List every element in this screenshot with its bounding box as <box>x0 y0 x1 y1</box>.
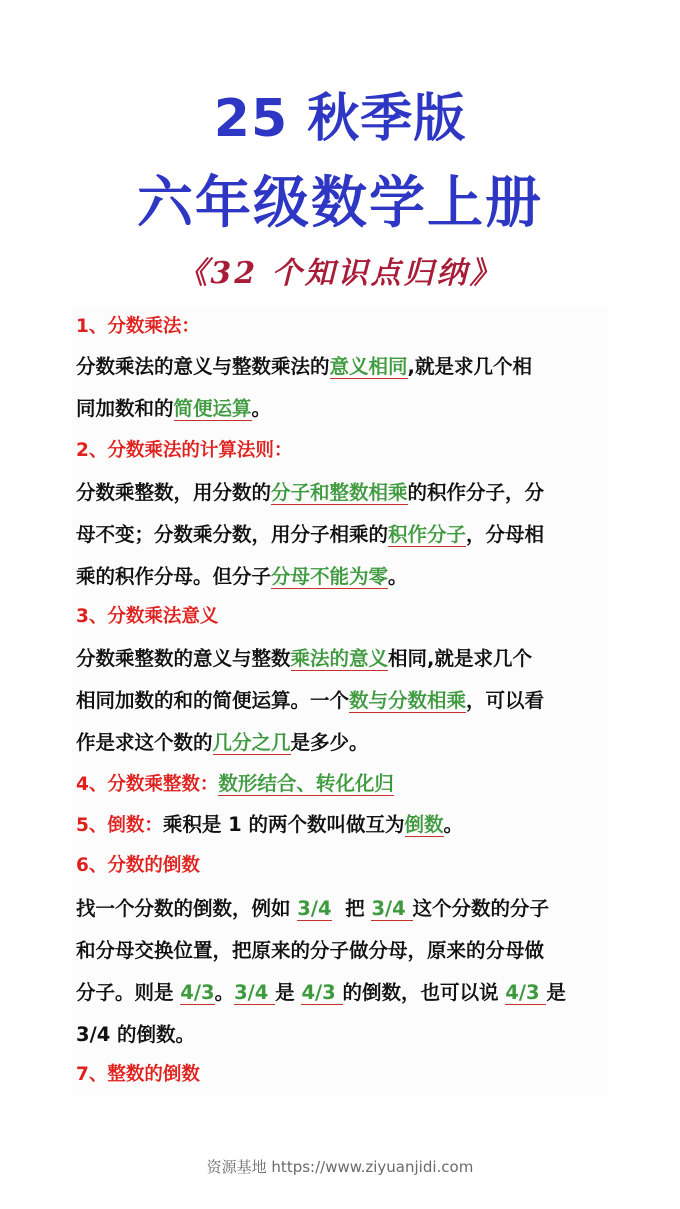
text: ，可以看 <box>466 689 545 712</box>
section-1-line-1 <box>76 352 532 382</box>
text: 这个分数的分子 <box>412 897 550 920</box>
highlight-term: 简便运算 <box>173 397 252 420</box>
highlight-term: 4/3 <box>301 981 343 1004</box>
text: 同加数和的 <box>76 397 174 420</box>
text: 作是求这个数的 <box>76 731 213 754</box>
highlight-term: 乘法的意义 <box>290 647 389 670</box>
section-1-heading: 1、分数乘法： <box>76 316 200 337</box>
text: 的积作分子，分 <box>407 481 545 504</box>
highlight-term: 几分之几 <box>212 731 291 754</box>
section-2-line-1 <box>76 478 544 508</box>
section-4 <box>76 769 394 800</box>
text: 找一个分数的倒数，例如 <box>76 897 298 920</box>
section-3-line-2 <box>76 686 544 716</box>
text: 。 <box>443 813 464 836</box>
section-3-line-3 <box>76 728 369 758</box>
content-area <box>72 306 608 1096</box>
section-3-heading: 3、分数乘法意义 <box>76 606 219 627</box>
footer-source-link[interactable]: 资源基地 https://www.ziyuanjidi.com <box>206 1158 474 1176</box>
text: 。 <box>214 981 235 1004</box>
highlight-term: 3/4 <box>297 897 332 920</box>
section-7-heading: 7、整数的倒数 <box>76 1064 200 1085</box>
text: 是 <box>275 981 302 1004</box>
title-line-2: 六年级数学上册 <box>137 171 543 236</box>
section-4-heading: 4、分数乘整数： <box>76 774 219 795</box>
text: 相同,就是求几个 <box>388 647 532 670</box>
text: 分数乘整数，用分数的 <box>76 481 272 504</box>
highlight-term: 意义相同 <box>329 355 408 378</box>
text: 。 <box>388 565 408 588</box>
text: 分子。则是 <box>76 981 181 1004</box>
section-6-line-2: 和分母交换位置，把原来的分子做分母，原来的分母做 <box>76 939 545 962</box>
section-2-heading: 2、分数乘法的计算法则： <box>76 440 293 461</box>
section-2-line-2 <box>76 520 544 550</box>
section-1-line-2 <box>76 394 271 424</box>
section-5-heading: 5、倒数： <box>76 815 163 836</box>
section-2-line-3 <box>76 562 408 592</box>
highlight-term: 倒数 <box>404 813 444 836</box>
text: 是多少。 <box>290 731 369 754</box>
text: 。 <box>251 397 272 420</box>
highlight-term: 3/4 <box>371 897 413 920</box>
highlight-term: 数与分数相乘 <box>349 689 467 712</box>
subtitle: 《32 个知识点归纳》 <box>177 256 503 291</box>
text: 的倒数，也可以说 <box>342 981 506 1004</box>
text: 乘积是 1 的两个数叫做互为 <box>162 813 405 836</box>
title-line-1: 25 秋季版 <box>213 89 467 149</box>
text: ,就是求几个相 <box>407 355 532 378</box>
text: 分数乘整数的意义与整数 <box>76 647 291 670</box>
section-6-line-4: 3/4 的倒数。 <box>76 1023 196 1046</box>
highlight-term: 3/4 <box>234 981 276 1004</box>
section-5 <box>76 810 463 841</box>
section-6-line-1 <box>76 894 549 924</box>
section-3-line-1 <box>76 644 532 674</box>
text: 把 <box>331 897 372 920</box>
highlight-term: 4/3 <box>180 981 215 1004</box>
highlight-term: 4/3 <box>505 981 547 1004</box>
highlight-term: 数形结合、转化化归 <box>218 772 394 795</box>
text: 分数乘法的意义与整数乘法的 <box>76 355 330 378</box>
highlight-term: 积作分子 <box>388 523 467 546</box>
text: ，分母相 <box>466 523 545 546</box>
text: 是 <box>546 981 566 1004</box>
text: 乘的积作分母。但分子 <box>76 565 272 588</box>
highlight-term: 分子和整数相乘 <box>271 481 408 504</box>
highlight-term: 分母不能为零 <box>271 565 389 588</box>
text: 母不变；分数乘分数，用分子相乘的 <box>76 523 389 546</box>
section-6-line-3 <box>76 978 566 1008</box>
section-6-heading: 6、分数的倒数 <box>76 855 200 876</box>
text: 相同加数的和的简便运算。一个 <box>76 689 350 712</box>
